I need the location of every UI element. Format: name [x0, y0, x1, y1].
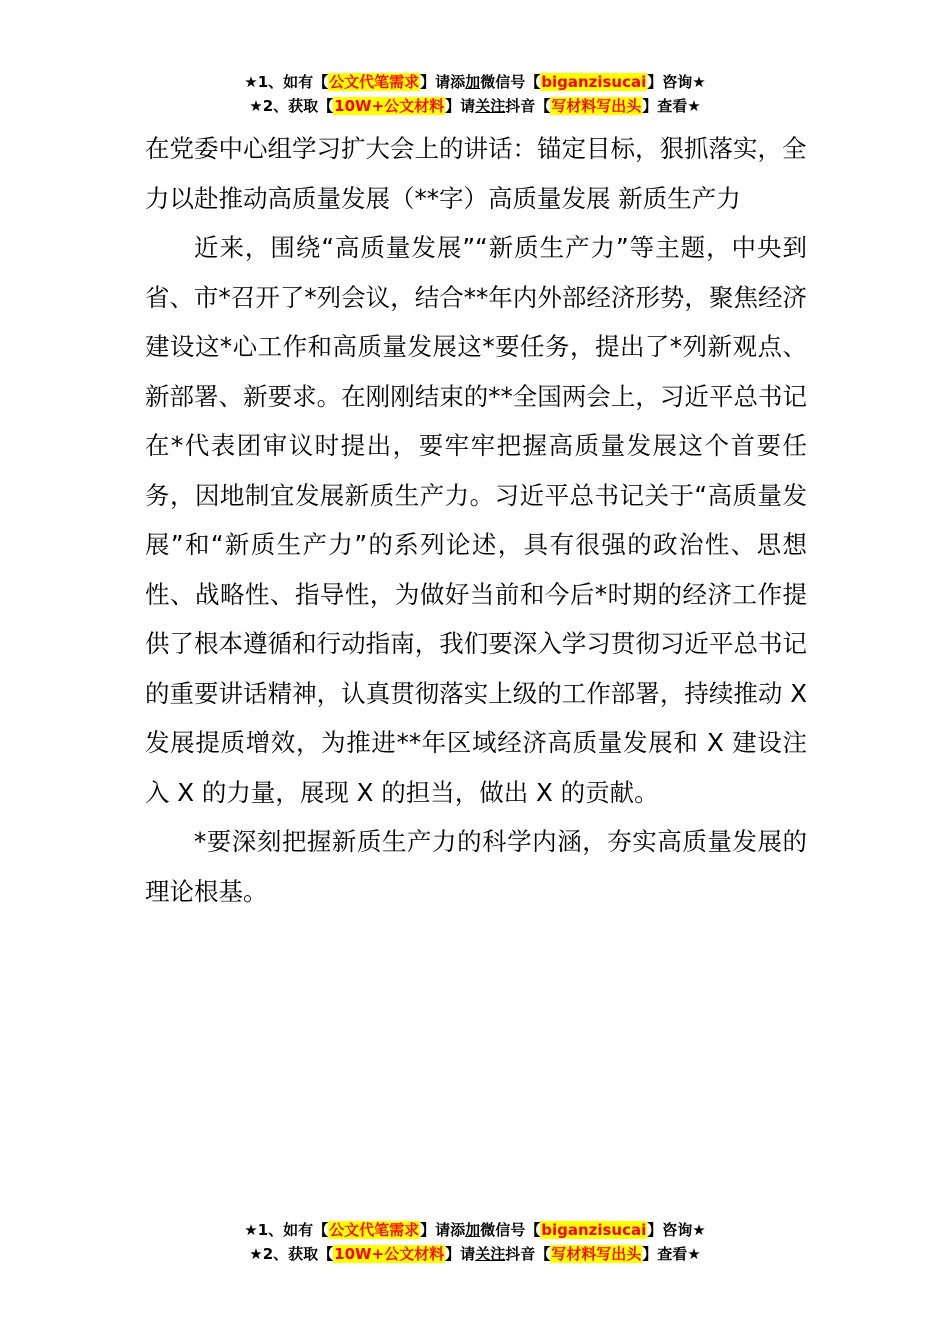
promo-text: 2、获取【 — [262, 1245, 334, 1263]
promo-text: 】请 — [445, 1245, 476, 1263]
promo-footer-line-2 — [0, 1242, 950, 1266]
promo-text: 1、如有【 — [257, 1221, 329, 1239]
promo-highlight: 10W+公文材料 — [334, 1245, 445, 1263]
promo-footer-line-1 — [0, 1218, 950, 1242]
promo-footer — [0, 1218, 950, 1266]
promo-underlined-text: 关注 — [475, 97, 506, 115]
star-icon: ★ — [249, 1245, 263, 1263]
promo-text: 】请添 — [420, 73, 466, 91]
body-paragraph-1: 近来，围绕“高质量发展”“新质生产力”等主题，中央到省、市*召开了*列会议，结合**年内外部经济形势，聚焦经济建设这*心工作和高质量发展这*要任务，提出了*列新观点、新部署、新要求。在刚刚结束的**全国两会上，习近平总书记在*代表团审议时提出，要牢牢把握高质量发展这个首要任务，因地制宜发展新质生产力。习近平总书记关于“高质量发展”和“新质生产力”的系列论述，具有很强的政治性、思想性、战略性、指导性，为做好当前和今后*时期的经济工作提供了根本遵循和行动指南，我们要深入学习贯彻习近平总书记的重要讲话精神，认真贯彻落实上级的工作部署，持续推动 X 发展提质增效，为推进**年区域经济高质量发展和 X 建设注入 X 的力量，展现 X 的担当，做出 X 的贡献。 — [145, 233, 807, 807]
star-icon: ★ — [687, 1245, 701, 1263]
promo-underlined-text: 加 — [465, 73, 481, 91]
promo-highlight: 10W+公文材料 — [334, 97, 445, 115]
body-paragraph-2: *要深刻把握新质生产力的科学内涵，夯实高质量发展的理论根基。 — [145, 827, 807, 906]
promo-text: 】请添 — [420, 1221, 466, 1239]
promo-text: 】咨询 — [647, 1221, 693, 1239]
promo-text: 】查看 — [642, 1245, 688, 1263]
douyin-account-highlight: 写材料写出头 — [551, 97, 642, 115]
promo-text: 抖音【 — [505, 97, 551, 115]
star-icon: ★ — [244, 73, 258, 91]
star-icon: ★ — [692, 1221, 706, 1239]
promo-header-line-2 — [0, 94, 950, 118]
promo-text: 微信号【 — [480, 73, 541, 91]
promo-text: 1、如有【 — [257, 73, 329, 91]
document-title: 在党委中心组学习扩大会上的讲话：锚定目标，狠抓落实，全力以赴推动高质量发展（**字）高质量发展 新质生产力 — [145, 134, 807, 213]
star-icon: ★ — [249, 97, 263, 115]
star-icon: ★ — [687, 97, 701, 115]
promo-text: 】查看 — [642, 97, 688, 115]
promo-text: 2、获取【 — [262, 97, 334, 115]
promo-underlined-text: 加 — [465, 1221, 481, 1239]
promo-text: 】咨询 — [647, 73, 693, 91]
wechat-id-highlight: biganzisucai — [541, 73, 647, 91]
wechat-id-highlight: biganzisucai — [541, 1221, 647, 1239]
promo-header-line-1 — [0, 70, 950, 94]
promo-underlined-text: 关注 — [475, 1245, 506, 1263]
promo-text: 微信号【 — [480, 1221, 541, 1239]
promo-header — [0, 70, 950, 118]
star-icon: ★ — [692, 73, 706, 91]
promo-highlight: 公文代笔需求 — [329, 73, 420, 91]
douyin-account-highlight: 写材料写出头 — [551, 1245, 642, 1263]
document-body — [145, 124, 807, 916]
promo-text: 抖音【 — [505, 1245, 551, 1263]
promo-text: 】请 — [445, 97, 476, 115]
star-icon: ★ — [244, 1221, 258, 1239]
promo-highlight: 公文代笔需求 — [329, 1221, 420, 1239]
